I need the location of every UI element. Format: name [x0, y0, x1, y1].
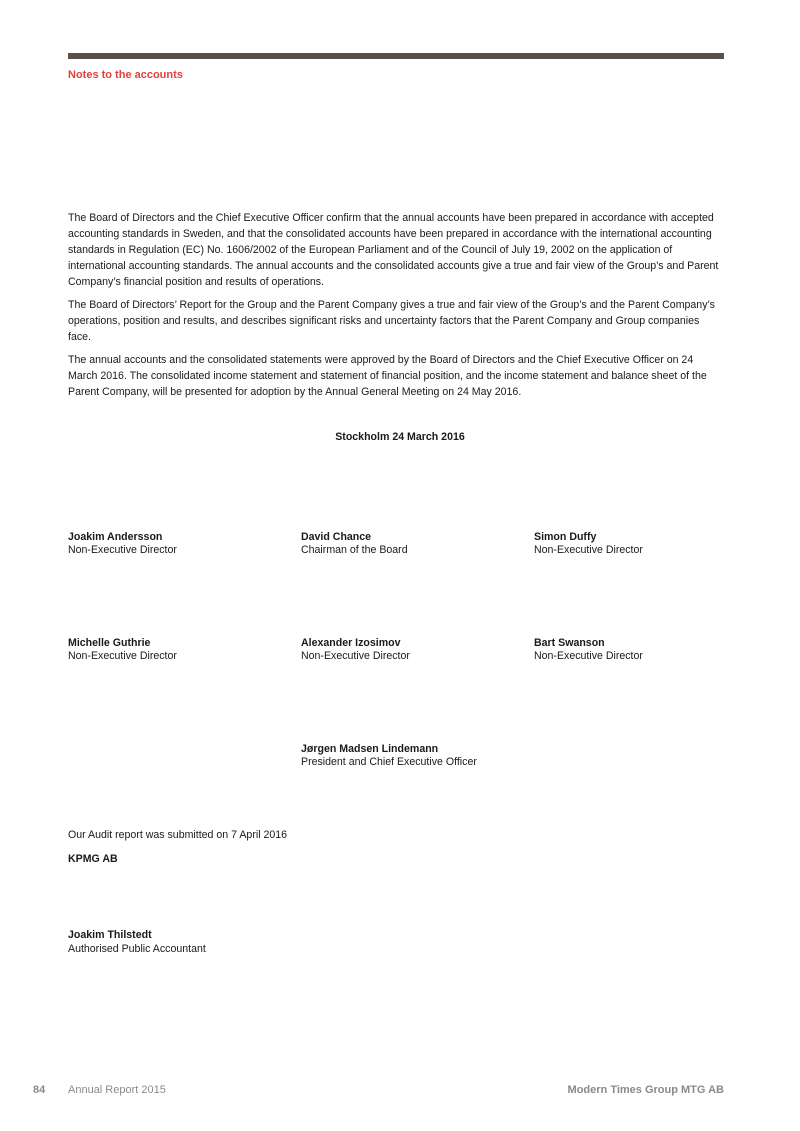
place-date: Stockholm 24 March 2016 [335, 431, 465, 443]
signatory-role: Non-Executive Director [68, 543, 177, 556]
signature-block [301, 743, 477, 768]
audit-firm: KPMG AB [68, 853, 118, 865]
signatory-name: Joakim Andersson [68, 531, 163, 543]
statement-paragraph: The Board of Directors and the Chief Executive Officer confirm that the annual accounts have been prepared in accordance with accepted accounting standards in Sweden, and that the consolidated accounts have been prepared in accordance with the international accounting standards in Regulation (EC) No. 1606/2002 of the European Parliament and of the Council of July 19, 2002 on the application of international accounting standards. The annual accounts and the consolidated accounts give a true and fair view of the Group’s and Parent Company’s financial position and results of operations. [68, 212, 719, 288]
report-name: Annual Report 2015 [68, 1084, 166, 1096]
statement-paragraph: The annual accounts and the consolidated statements were approved by the Board of Directors and the Chief Executive Officer on 24 March 2016. The consolidated income statement and statement of financial position, and the income statement and balance sheet of the Parent Company, will be presented for adoption by the Annual General Meeting on 24 May 2016. [68, 354, 707, 398]
auditor-name: Joakim Thilstedt [68, 929, 152, 941]
signatory-role: President and Chief Executive Officer [301, 755, 477, 768]
signatory-role: Non-Executive Director [534, 543, 643, 556]
signatory-name: David Chance [301, 531, 372, 543]
auditor-role: Authorised Public Accountant [68, 943, 206, 955]
signature-block [68, 531, 177, 556]
signatory-role: Non-Executive Director [301, 649, 410, 662]
statement-text [68, 210, 724, 407]
signature-block [534, 531, 643, 556]
statement-paragraph: The Board of Directors’ Report for the Group and the Parent Company gives a true and fair view of the Group’s and the Parent Company’s operations, position and results, and describes significant risks and uncertainty factors that the Parent Company and Group companies face. [68, 299, 715, 343]
signature-block [68, 637, 177, 662]
header-rule [68, 53, 724, 59]
signatory-name: Alexander Izosimov [301, 637, 401, 649]
page-number: 84 [33, 1084, 46, 1096]
section-title: Notes to the accounts [68, 69, 183, 81]
signatory-name: Michelle Guthrie [68, 637, 151, 649]
signatory-name: Bart Swanson [534, 637, 605, 649]
signature-block [301, 531, 408, 556]
company-name: Modern Times Group MTG AB [567, 1084, 724, 1096]
signature-block [534, 637, 643, 662]
audit-submitted: Our Audit report was submitted on 7 April 2016 [68, 829, 288, 841]
signatory-role: Non-Executive Director [534, 649, 643, 662]
signature-block [301, 637, 410, 662]
signatory-role: Chairman of the Board [301, 543, 408, 556]
signatory-name: Jørgen Madsen Lindemann [301, 743, 439, 755]
signatory-role: Non-Executive Director [68, 649, 177, 662]
signatory-name: Simon Duffy [534, 531, 597, 543]
